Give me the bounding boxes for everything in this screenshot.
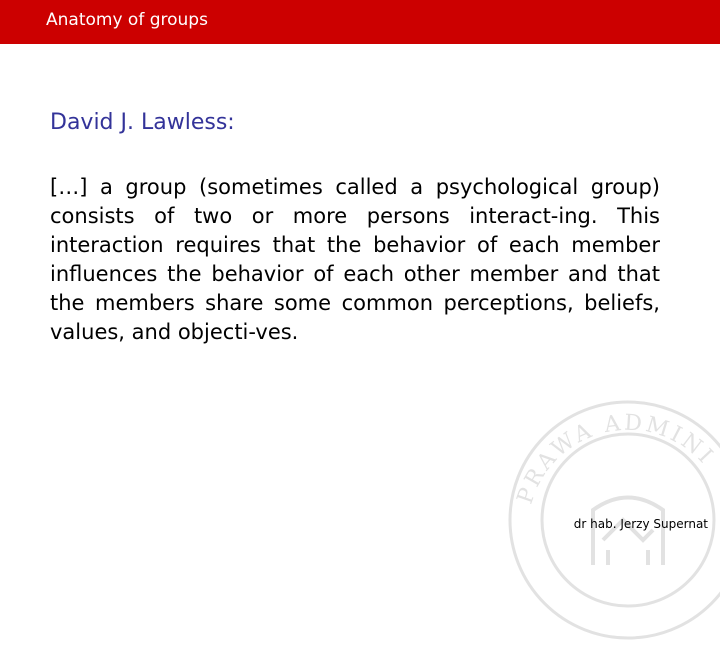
quote-text: […] a group (sometimes called a psychological group) consists of two or more persons interact-ing. This interaction requires that the behavior of each member influences the behavior of each other member and that the members share some common perceptions, beliefs, values, and objecti-ves.: [50, 175, 660, 344]
quote-author: David J. Lawless:: [50, 110, 235, 135]
svg-text:PRAWA ADMINI: PRAWA ADMINI: [512, 410, 720, 508]
slide-title: Anatomy of groups: [46, 10, 208, 30]
footer-author: dr hab. Jerzy Supernat: [573, 517, 708, 531]
header-bar: [0, 0, 720, 44]
